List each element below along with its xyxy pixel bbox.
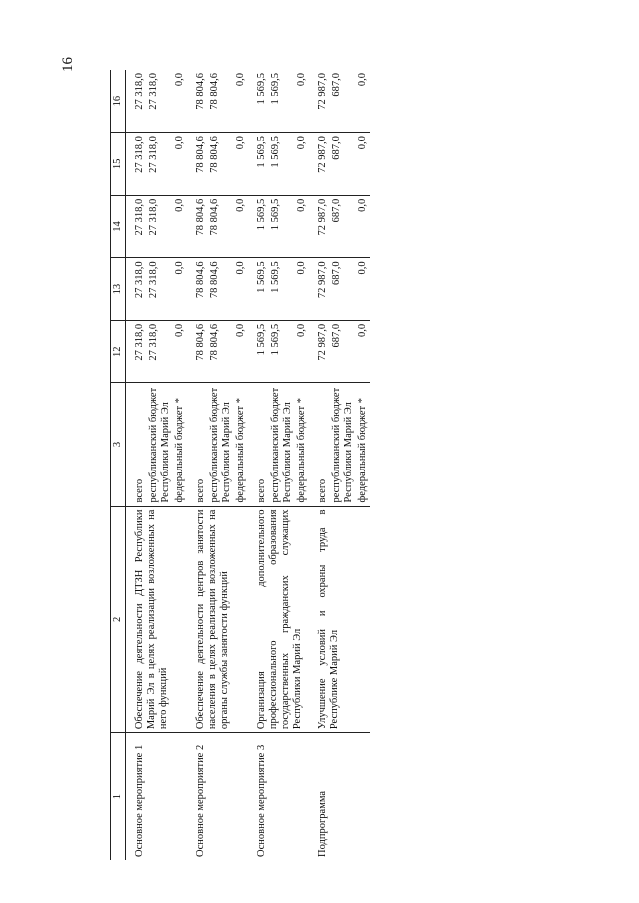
amount-cell: 0,0: [356, 320, 370, 383]
amount-cell: 0,0: [356, 133, 370, 196]
amount-cell: 78 804,6: [187, 195, 208, 258]
column-header: 13: [111, 258, 126, 321]
amount-cell: 687,0: [330, 258, 356, 321]
amount-cell: 1 569,5: [270, 73, 281, 105]
header-row: [111, 70, 126, 860]
funding-source: федеральный бюджет *: [295, 383, 309, 506]
amount-cell: 1 569,5: [269, 133, 295, 196]
amount-cell: 0,0: [295, 133, 309, 196]
amount-cell: 27 318,0: [147, 195, 173, 258]
row-name: Основное мероприятие 2: [187, 733, 248, 860]
funding-source: федеральный бюджет *: [234, 383, 248, 506]
amount-cell: 0,0: [234, 133, 248, 196]
amount-cell: 0,0: [174, 73, 185, 87]
amount-cell: 1 569,5: [248, 258, 269, 321]
amount-cell: 0,0: [173, 133, 187, 196]
row-name: Основное мероприятие 1: [126, 733, 188, 860]
amount-cell: 1 569,5: [269, 320, 295, 383]
amount-cell: 687,0: [330, 195, 356, 258]
amount-cell: 72 987,0: [309, 258, 330, 321]
amount-cell: 0,0: [295, 258, 309, 321]
amount-cell: 0,0: [234, 195, 248, 258]
amount-cell: 0,0: [235, 73, 246, 87]
amount-cell: 0,0: [295, 195, 309, 258]
amount-cell: 27 318,0: [134, 73, 145, 110]
amount-cell: 27 318,0: [147, 320, 173, 383]
table-body: [126, 70, 371, 860]
amount-cell: 27 318,0: [126, 195, 148, 258]
amount-cell: 0,0: [173, 320, 187, 383]
amount-cell: 1 569,5: [248, 195, 269, 258]
column-header: 12: [111, 320, 126, 383]
amount-cell: 1 569,5: [256, 73, 267, 105]
amount-cell: 687,0: [330, 320, 356, 383]
amount-cell: 1 569,5: [248, 320, 269, 383]
column-header: 15: [111, 133, 126, 196]
funding-source: республиканский бюджет Республики Марий Эл: [269, 383, 295, 506]
amount-cell: 0,0: [356, 258, 370, 321]
amount-cell: 27 318,0: [147, 258, 173, 321]
amount-cell: 0,0: [173, 258, 187, 321]
column-header: 2: [111, 506, 126, 733]
amount-cell: 78 804,6: [187, 258, 208, 321]
amount-cell: 1 569,5: [248, 133, 269, 196]
amount-cell: 78 804,6: [208, 133, 234, 196]
funding-table: [110, 70, 370, 860]
amount-cell: 27 318,0: [148, 73, 159, 110]
amount-cell: 78 804,6: [195, 73, 206, 110]
amount-cell: 78 804,6: [187, 320, 208, 383]
column-header: 14: [111, 195, 126, 258]
amount-cell: 687,0: [330, 133, 356, 196]
rotated-table-wrapper: [110, 70, 610, 860]
amount-cell: 0,0: [295, 320, 309, 383]
funding-source: республиканский бюджет Республики Марий Эл: [208, 383, 234, 506]
funding-source: всего: [126, 383, 148, 506]
row-name: Основное мероприятие 3: [248, 733, 309, 860]
row-description: Обеспечение деятельности ДТЗН Республики Марий Эл в целях реализации возложенных на него функций: [126, 506, 188, 733]
table-row: [126, 70, 148, 860]
amount-cell: 0,0: [296, 73, 307, 87]
funding-source: республиканский бюджет Республики Марий Эл: [147, 383, 173, 506]
funding-source: федеральный бюджет *: [356, 383, 370, 506]
row-name: Подпрограмма: [309, 733, 370, 860]
amount-cell: 27 318,0: [126, 133, 148, 196]
amount-cell: 78 804,6: [208, 195, 234, 258]
amount-cell: 687,0: [331, 73, 342, 97]
amount-cell: 78 804,6: [187, 133, 208, 196]
funding-source: всего: [309, 383, 330, 506]
amount-cell: 78 804,6: [208, 258, 234, 321]
amount-cell: 78 804,6: [209, 73, 220, 110]
amount-cell: 0,0: [356, 195, 370, 258]
amount-cell: 72 987,0: [309, 320, 330, 383]
row-description: Улучшение условий и охраны труда в Республике Марий Эл: [309, 506, 370, 733]
row-description: Обеспечение деятельности центров занятости населения в целях реализации возложенных на органы службы занятости функций: [187, 506, 248, 733]
amount-cell: 78 804,6: [208, 320, 234, 383]
table-row: [309, 70, 330, 860]
amount-cell: 27 318,0: [126, 320, 148, 383]
column-header: 16: [111, 70, 126, 133]
amount-cell: 72 987,0: [309, 133, 330, 196]
funding-source: всего: [248, 383, 269, 506]
amount-cell: 72 987,0: [309, 195, 330, 258]
table-row: [187, 70, 208, 860]
amount-cell: 27 318,0: [147, 133, 173, 196]
page-number: 16: [60, 57, 76, 72]
amount-cell: 1 569,5: [269, 195, 295, 258]
column-header: 3: [111, 383, 126, 506]
amount-cell: 27 318,0: [126, 258, 148, 321]
amount-cell: 72 987,0: [317, 73, 328, 110]
table-row: [248, 70, 269, 860]
row-description: Организация дополнительного профессионального образования государственных гражданских служащих Республики Марий Эл: [248, 506, 309, 733]
funding-source: всего: [187, 383, 208, 506]
amount-cell: 0,0: [357, 73, 368, 87]
funding-source: республиканский бюджет Республики Марий Эл: [330, 383, 356, 506]
column-header: 1: [111, 733, 126, 860]
amount-cell: 0,0: [173, 195, 187, 258]
amount-cell: 0,0: [234, 320, 248, 383]
amount-cell: 1 569,5: [269, 258, 295, 321]
amount-cell: 0,0: [234, 258, 248, 321]
funding-source: федеральный бюджет *: [173, 383, 187, 506]
